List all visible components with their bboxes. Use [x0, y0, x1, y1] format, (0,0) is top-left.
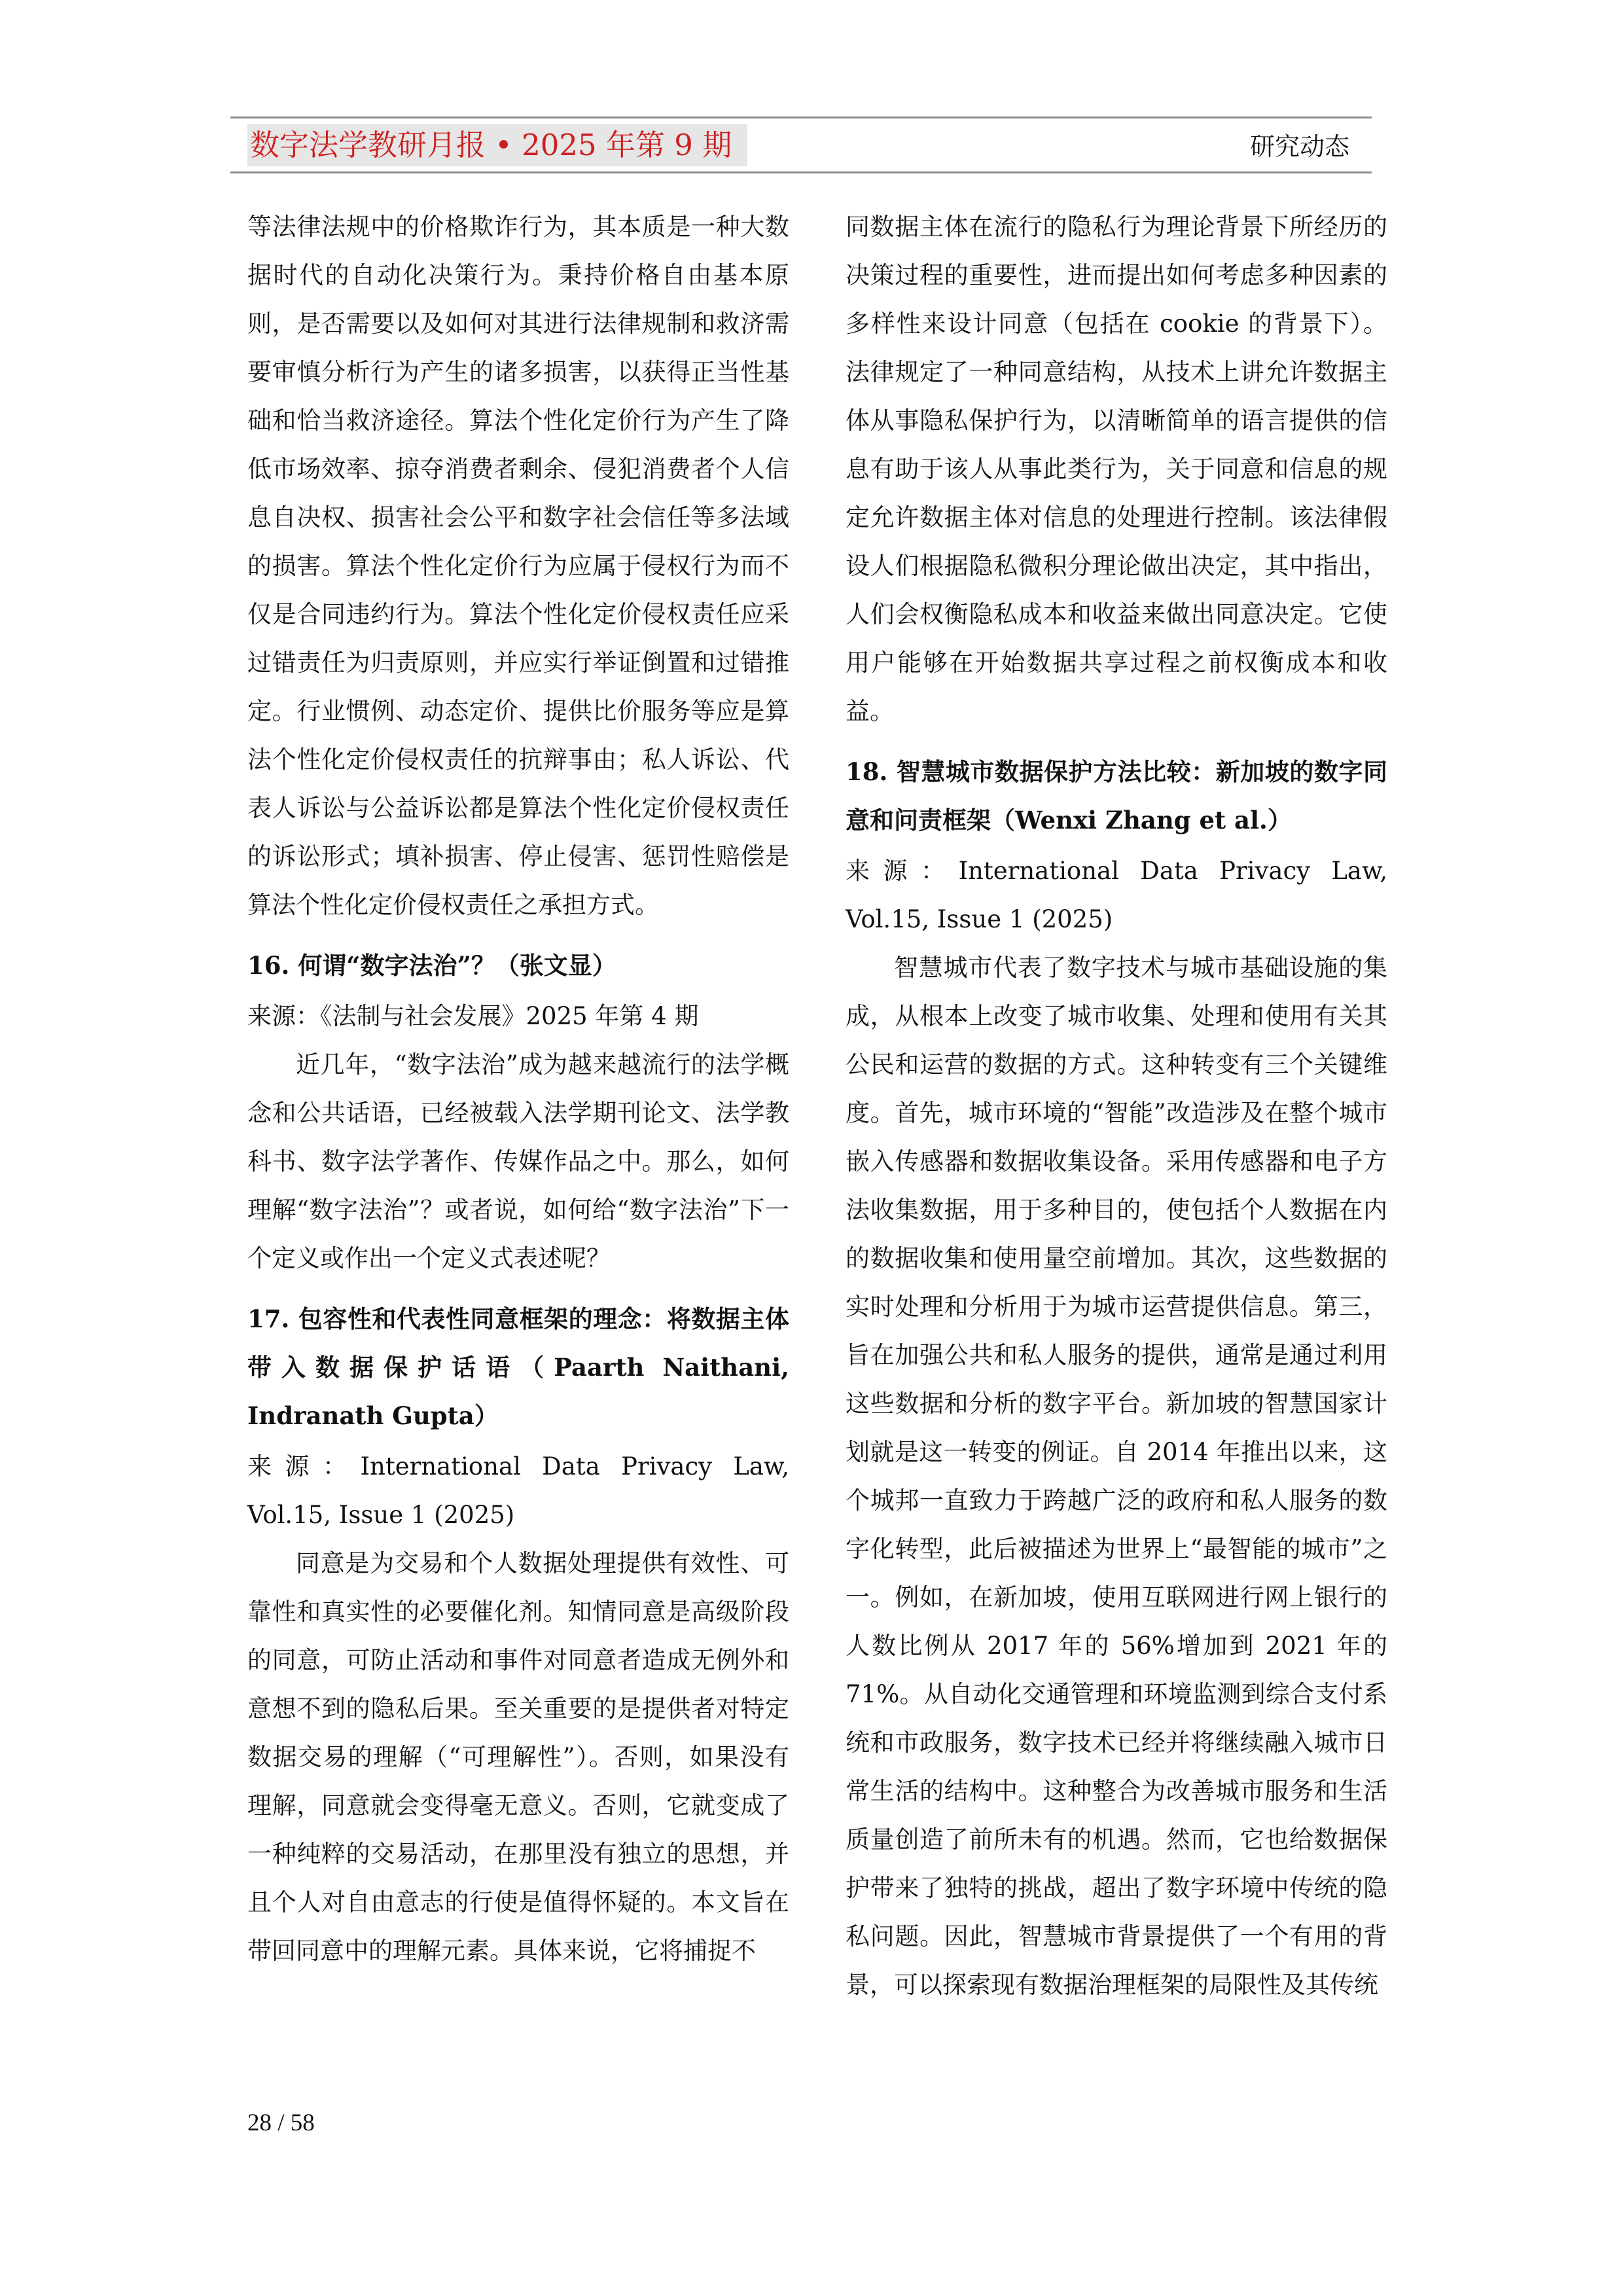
item-17-body: 同意是为交易和个人数据处理提供有效性、可靠性和真实性的必要催化剂。知情同意是高级阶段的同意，可防止活动和事件对同意者造成无例外和意想不到的隐私后果。至关重要的是提供者对特定数据交易的理解（“可理解性”）。否则，如果没有理解，同意就会变得毫无意义。否则，它就变成了一种纯粹的交易活动，在那里没有独立的思想，并且个人对自由意志的行使是值得怀疑的。本文旨在带回同意中的理解元素。具体来说，它将捕捉不	[247, 1549, 789, 1965]
item-18-source: 来源：International Data Privacy Law, Vol.15, Issue 1 (2025)	[846, 857, 1387, 933]
header-top-rule	[230, 117, 1372, 118]
item-17-source: 来源：International Data Privacy Law, Vol.15, Issue 1 (2025)	[247, 1452, 789, 1529]
page-number: 28 / 58	[247, 2109, 315, 2136]
item-17-heading: 17. 包容性和代表性同意框架的理念：将数据主体带入数据保护话语（Paarth Naithani, Indranath Gupta）	[247, 1304, 789, 1430]
item-16-source: 来源：《法制与社会发展》2025 年第 4 期	[247, 1002, 699, 1030]
continued-paragraph: 等法律法规中的价格欺诈行为，其本质是一种大数据时代的自动化决策行为。秉持价格自由基本原则，是否需要以及如何对其进行法律规制和救济需要审慎分析行为产生的诸多损害，以获得正当性基础和恰当救济途径。算法个性化定价行为产生了降低市场效率、掠夺消费者剩余、侵犯消费者个人信息自决权、损害社会公平和数字社会信任等多法域的损害。算法个性化定价行为应属于侵权行为而不仅是合同违约行为。算法个性化定价侵权责任应采过错责任为归责原则，并应实行举证倒置和过错推定。行业惯例、动态定价、提供比价服务等应是算法个性化定价侵权责任的抗辩事由；私人诉讼、代表人诉讼与公益诉讼都是算法个性化定价侵权责任的诉讼形式；填补损害、停止侵害、惩罚性赔偿是算法个性化定价侵权责任之承担方式。	[247, 213, 789, 919]
item-18-body: 智慧城市代表了数字技术与城市基础设施的集成，从根本上改变了城市收集、处理和使用有关其公民和运营的数据的方式。这种转变有三个关键维度。首先，城市环境的“智能”改造涉及在整个城市嵌入传感器和数据收集设备。采用传感器和电子方法收集数据，用于多种目的，使包括个人数据在内的数据收集和使用量空前增加。其次，这些数据的实时处理和分析用于为城市运营提供信息。第三，旨在加强公共和私人服务的提供，通常是通过利用这些数据和分析的数字平台。新加坡的智慧国家计划就是这一转变的例证。自 2014 年推出以来，这个城邦一直致力于跨越广泛的政府和私人服务的数字化转型，此后被描述为世界上“最智能的城市”之一。例如，在新加坡，使用互联网进行网上银行的人数比例从 2017 年的 56%增加到 2021 年的 71%。从自动化交通管理和环境监测到综合支付系统和市政服务，数字技术已经并将继续融入城市日常生活的结构中。这种整合为改善城市服务和生活质量创造了前所未有的机遇。然而，它也给数据保护带来了独特的挑战，超出了数字环境中传统的隐私问题。因此，智慧城市背景提供了一个有用的背景，可以探索现有数据治理框架的局限性及其传统	[846, 954, 1387, 1999]
header-bottom-rule	[230, 171, 1372, 173]
continued-paragraph: 同数据主体在流行的隐私行为理论背景下所经历的决策过程的重要性，进而提出如何考虑多种因素的多样性来设计同意（包括在 cookie 的背景下）。法律规定了一种同意结构，从技术上讲允许数据主体从事隐私保护行为，以清晰简单的语言提供的信息有助于该人从事此类行为，关于同意和信息的规定允许数据主体对信息的处理进行控制。该法律假设人们根据隐私微积分理论做出决定，其中指出，人们会权衡隐私成本和收益来做出同意决定。它使用户能够在开始数据共享过程之前权衡成本和收益。	[846, 213, 1387, 725]
right-column	[846, 203, 1387, 2009]
journal-title: 数字法学教研月报 • 2025 年第 9 期	[247, 124, 747, 166]
section-label: 研究动态	[1249, 132, 1349, 161]
item-16-body: 近几年，“数字法治”成为越来越流行的法学概念和公共话语，已经被载入法学期刊论文、法学教科书、数字法学著作、传媒作品之中。那么，如何理解“数字法治”？或者说，如何给“数字法治”下一个定义或作出一个定义式表述呢？	[247, 1050, 789, 1272]
left-column	[247, 203, 789, 1975]
item-18-heading: 18. 智慧城市数据保护方法比较：新加坡的数字同意和问责框架（Wenxi Zhang et al.）	[846, 757, 1387, 834]
item-16-heading: 16. 何谓“数字法治”？（张文显）	[247, 951, 616, 980]
